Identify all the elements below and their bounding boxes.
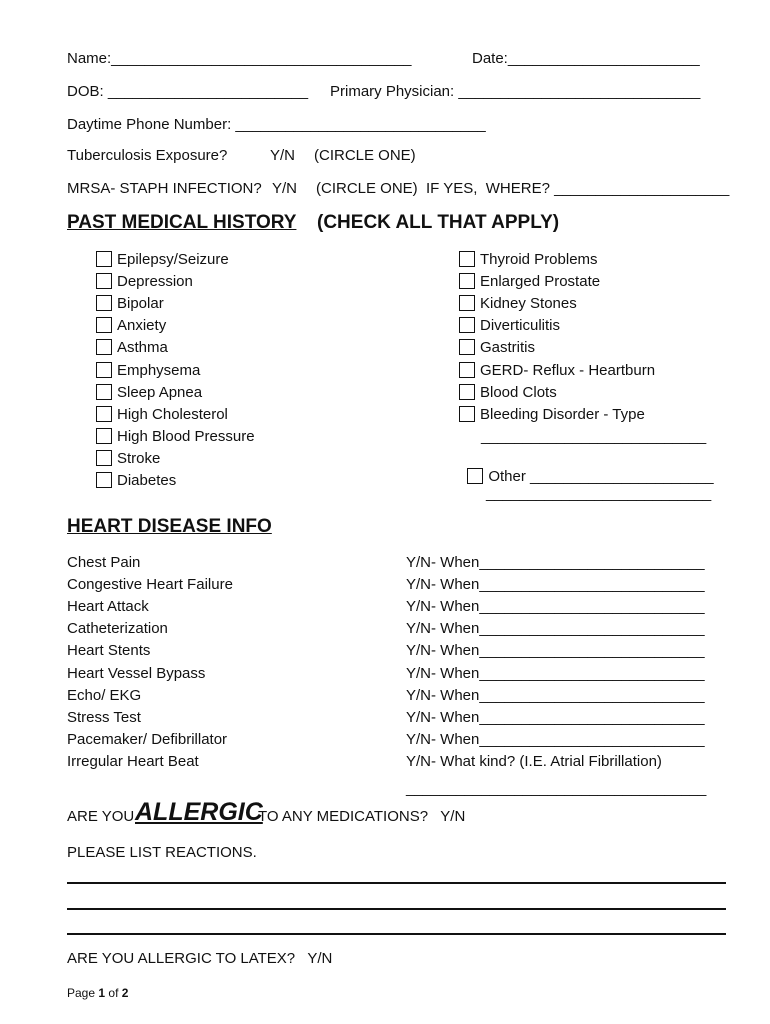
tuberculosis-circle-note: (CIRCLE ONE) bbox=[314, 147, 416, 164]
allergic-question-prefix: ARE YOU bbox=[67, 808, 135, 825]
pmh-item[interactable] bbox=[96, 317, 166, 335]
heart-item-answer-field[interactable]: Y/N- What kind? (I.E. Atrial Fibrillation) bbox=[406, 752, 662, 770]
of-word: of bbox=[108, 986, 119, 1000]
other-extra-line[interactable]: ___________________________ bbox=[486, 485, 712, 502]
pmh-item-label[interactable]: Sleep Apnea bbox=[117, 383, 203, 401]
date-field-label[interactable]: Date:_______________________ bbox=[472, 50, 700, 67]
heart-item-label: Pacemaker/ Defibrillator bbox=[67, 730, 228, 748]
heart-item-answer-field[interactable]: Y/N- When___________________________ bbox=[406, 598, 705, 616]
pmh-item-label[interactable]: Kidney Stones bbox=[480, 295, 577, 313]
name-field-label[interactable]: Name:____________________________________ bbox=[67, 50, 412, 67]
tuberculosis-yn[interactable]: Y/N bbox=[270, 147, 296, 164]
heart-item-answer-field[interactable]: Y/N- When___________________________ bbox=[406, 642, 705, 660]
checkbox[interactable] bbox=[96, 362, 112, 378]
pmh-item[interactable] bbox=[96, 295, 164, 313]
heart-item-label: Irregular Heart Beat bbox=[67, 752, 199, 770]
reactions-line-1[interactable] bbox=[67, 882, 726, 884]
checkbox[interactable] bbox=[96, 384, 112, 400]
checkbox[interactable] bbox=[459, 251, 475, 267]
checkbox[interactable] bbox=[459, 406, 475, 422]
heart-item-label: Chest Pain bbox=[67, 554, 141, 571]
heart-disease-heading: HEART DISEASE INFO bbox=[67, 516, 272, 537]
allergic-emphasis: ALLERGIC bbox=[135, 798, 263, 826]
pmh-item[interactable] bbox=[459, 295, 577, 313]
heart-item-label: Congestive Heart Failure bbox=[67, 576, 233, 594]
pmh-item[interactable] bbox=[96, 384, 202, 402]
checkbox[interactable] bbox=[459, 384, 475, 400]
pmh-item[interactable] bbox=[459, 317, 560, 335]
checkbox[interactable] bbox=[96, 295, 112, 311]
heart-item-answer-field[interactable]: Y/N- When___________________________ bbox=[406, 708, 705, 726]
checkbox[interactable] bbox=[96, 317, 112, 333]
pmh-item[interactable] bbox=[96, 362, 200, 380]
heart-item-answer-field[interactable]: Y/N- When___________________________ bbox=[406, 620, 705, 638]
latex-allergy-question[interactable]: ARE YOU ALLERGIC TO LATEX? Y/N bbox=[67, 950, 333, 967]
pmh-item-label[interactable]: Enlarged Prostate bbox=[480, 273, 601, 291]
other-checkbox[interactable] bbox=[467, 468, 483, 484]
pmh-item[interactable] bbox=[459, 273, 600, 291]
heart-item-label: Heart Vessel Bypass bbox=[67, 664, 206, 682]
checkbox[interactable] bbox=[459, 295, 475, 311]
pmh-item-label[interactable]: High Blood Pressure bbox=[117, 427, 255, 445]
pmh-item[interactable] bbox=[96, 428, 255, 446]
heart-item-label: Stress Test bbox=[67, 708, 141, 726]
pmh-item-label[interactable]: Diverticulitis bbox=[480, 317, 561, 335]
check-all-note: (CHECK ALL THAT APPLY) bbox=[317, 212, 560, 233]
reactions-line-2[interactable] bbox=[67, 908, 726, 910]
pmh-item-label[interactable]: Asthma bbox=[117, 339, 168, 357]
checkbox[interactable] bbox=[96, 273, 112, 289]
mrsa-yn[interactable]: Y/N bbox=[272, 180, 298, 197]
pmh-item[interactable] bbox=[96, 251, 229, 269]
list-reactions-label: PLEASE LIST REACTIONS. bbox=[67, 844, 257, 861]
page-indicator bbox=[67, 986, 128, 1000]
pmh-item-label[interactable]: Bipolar bbox=[117, 295, 164, 313]
pmh-item[interactable] bbox=[459, 339, 535, 357]
pmh-item-label[interactable]: Thyroid Problems bbox=[480, 251, 598, 268]
checkbox[interactable] bbox=[96, 450, 112, 466]
tuberculosis-label: Tuberculosis Exposure? bbox=[67, 147, 228, 164]
irregular-heart-beat-extra-line[interactable]: ____________________________________ bbox=[406, 780, 707, 797]
pmh-item-label[interactable]: Anxiety bbox=[117, 317, 167, 335]
dob-field-label[interactable]: DOB: ________________________ bbox=[67, 83, 309, 100]
checkbox[interactable] bbox=[459, 362, 475, 378]
pmh-item-other[interactable] bbox=[459, 450, 714, 486]
allergic-question-suffix[interactable]: TO ANY MEDICATIONS? Y/N bbox=[258, 808, 466, 825]
pmh-item-label[interactable]: Emphysema bbox=[117, 361, 201, 379]
pmh-item-label[interactable]: Gastritis bbox=[480, 339, 536, 357]
mrsa-label: MRSA- STAPH INFECTION? bbox=[67, 180, 262, 197]
heart-item-label: Heart Stents bbox=[67, 642, 151, 660]
pmh-item-label[interactable]: Epilepsy/Seizure bbox=[117, 251, 229, 268]
checkbox[interactable] bbox=[459, 339, 475, 355]
page-word: Page bbox=[67, 986, 96, 1000]
pmh-item[interactable] bbox=[96, 472, 176, 490]
pmh-item[interactable] bbox=[459, 406, 645, 424]
past-medical-history-heading: PAST MEDICAL HISTORY bbox=[67, 212, 297, 233]
heart-item-answer-field[interactable]: Y/N- When___________________________ bbox=[406, 730, 705, 748]
heart-item-label: Catheterization bbox=[67, 620, 168, 638]
heart-item-answer-field[interactable]: Y/N- When___________________________ bbox=[406, 554, 705, 571]
heart-item-answer-field[interactable]: Y/N- When___________________________ bbox=[406, 664, 705, 682]
checkbox[interactable] bbox=[96, 339, 112, 355]
pmh-item-label[interactable]: Diabetes bbox=[117, 472, 177, 489]
pmh-item-label[interactable]: Stroke bbox=[117, 449, 161, 467]
page-total: 2 bbox=[121, 986, 129, 1000]
daytime-phone-field-label[interactable]: Daytime Phone Number: ______________________________ bbox=[67, 116, 486, 133]
checkbox[interactable] bbox=[96, 251, 112, 267]
mrsa-where-field[interactable]: (CIRCLE ONE) IF YES, WHERE? _____________________ bbox=[316, 180, 730, 197]
pmh-item-label[interactable]: Depression bbox=[117, 273, 193, 291]
page-number: 1 bbox=[98, 986, 106, 1000]
pmh-item[interactable] bbox=[96, 406, 228, 424]
pmh-item[interactable] bbox=[96, 273, 193, 291]
pmh-item[interactable] bbox=[459, 362, 655, 380]
heart-item-label: Heart Attack bbox=[67, 598, 149, 616]
pmh-item[interactable] bbox=[459, 384, 557, 402]
pmh-item[interactable] bbox=[459, 251, 598, 269]
pmh-item-label[interactable]: Bleeding Disorder - Type bbox=[480, 405, 645, 423]
bleeding-disorder-type-line[interactable]: ___________________________ bbox=[481, 428, 707, 445]
checkbox[interactable] bbox=[96, 406, 112, 422]
heart-item-answer-field[interactable]: Y/N- When___________________________ bbox=[406, 576, 705, 594]
pmh-item-label[interactable]: Blood Clots bbox=[480, 383, 557, 401]
checkbox[interactable] bbox=[96, 428, 112, 444]
primary-physician-field-label[interactable]: Primary Physician: _____________________________ bbox=[330, 83, 701, 100]
checkbox[interactable] bbox=[96, 472, 112, 488]
checkbox[interactable] bbox=[459, 273, 475, 289]
pmh-item[interactable] bbox=[96, 450, 160, 468]
heart-item-label: Echo/ EKG bbox=[67, 686, 142, 704]
pmh-item[interactable] bbox=[96, 339, 168, 357]
other-label[interactable]: Other ______________________ bbox=[488, 468, 714, 485]
checkbox[interactable] bbox=[459, 317, 475, 333]
pmh-item-label[interactable]: GERD- Reflux - Heartburn bbox=[480, 361, 656, 379]
pmh-item-label[interactable]: High Cholesterol bbox=[117, 405, 228, 423]
heart-item-answer-field[interactable]: Y/N- When___________________________ bbox=[406, 686, 705, 704]
reactions-line-3[interactable] bbox=[67, 933, 726, 935]
